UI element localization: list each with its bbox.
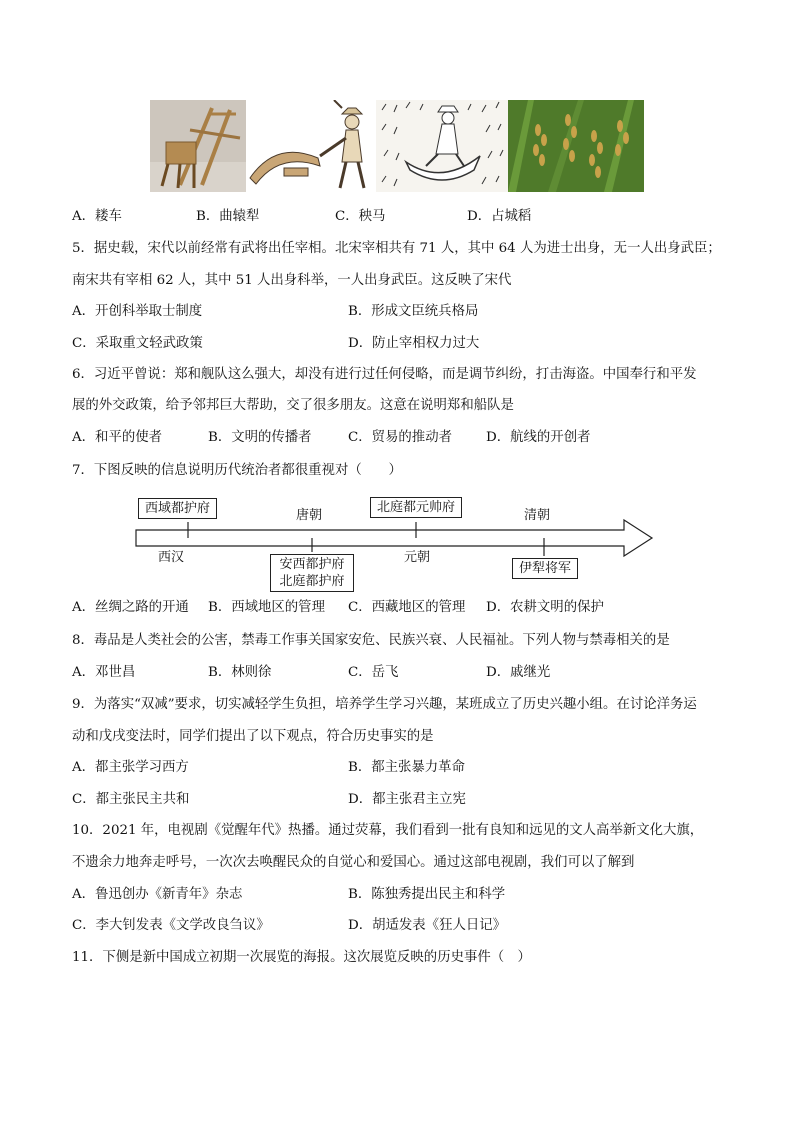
label-tang: 唐朝 bbox=[296, 508, 323, 523]
q7-option-c[interactable]: C．西藏地区的管理 bbox=[348, 600, 466, 615]
q4-option-b[interactable]: B．曲辕犁 bbox=[196, 209, 260, 224]
q7-option-b[interactable]: B．西域地区的管理 bbox=[208, 600, 325, 615]
box-anxi-duhufu-label: 安西都护府 bbox=[279, 557, 345, 572]
q6-option-d[interactable]: D．航线的开创者 bbox=[486, 430, 591, 445]
q8-option-b[interactable]: B．林则徐 bbox=[208, 665, 272, 680]
q10-stem-line1: 10．2021 年，电视剧《觉醒年代》热播。通过荧幕，我们看到一批有良知和远见的文人高举新文化大旗， bbox=[72, 823, 704, 838]
q7-timeline-diagram bbox=[132, 492, 656, 592]
q10-option-d[interactable]: D．胡适发表《狂人日记》 bbox=[348, 918, 507, 933]
q6-option-c[interactable]: C．贸易的推动者 bbox=[348, 430, 452, 445]
q9-option-c[interactable]: C．都主张民主共和 bbox=[72, 792, 190, 807]
q8-option-d[interactable]: D．戚继光 bbox=[486, 665, 551, 680]
champa-rice-photo bbox=[508, 100, 644, 192]
q5-option-c[interactable]: C．采取重文轻武政策 bbox=[72, 336, 203, 351]
q6-option-a[interactable]: A．和平的使者 bbox=[72, 430, 163, 445]
q9-stem-line2: 动和戊戌变法时，同学们提出了以下观点，符合历史事实的是 bbox=[72, 729, 434, 744]
label-qing: 清朝 bbox=[524, 508, 551, 523]
rice-transplanter-boat-drawing bbox=[376, 100, 508, 192]
q7-option-d[interactable]: D．农耕文明的保护 bbox=[486, 600, 604, 615]
q5-option-a[interactable]: A．开创科举取士制度 bbox=[72, 304, 203, 319]
louche-seeder-photo bbox=[150, 100, 246, 192]
q4-option-d[interactable]: D．占城稻 bbox=[467, 209, 532, 224]
q6-stem-line1: 6．习近平曾说：郑和舰队这么强大，却没有进行过任何侵略，而是调节纠纷，打击海盗。中国奉行和平发 bbox=[72, 367, 697, 382]
q9-option-d[interactable]: D．都主张君主立宪 bbox=[348, 792, 466, 807]
box-beiting-duyuanshuaifu: 北庭都元帅府 bbox=[370, 497, 462, 518]
box-anxi-beiting-duhufu bbox=[270, 554, 354, 592]
q7-option-a[interactable]: A．丝绸之路的开通 bbox=[72, 600, 189, 615]
q5-option-b[interactable]: B．形成文臣统兵格局 bbox=[348, 304, 479, 319]
q4-option-c[interactable]: C．秧马 bbox=[335, 209, 386, 224]
q9-option-a[interactable]: A．都主张学习西方 bbox=[72, 760, 189, 775]
question-4-images bbox=[150, 100, 644, 192]
q4-option-a[interactable]: A．耧车 bbox=[72, 209, 122, 224]
box-yili-jiangjun: 伊犁将军 bbox=[512, 558, 578, 579]
label-western-han: 西汉 bbox=[158, 550, 185, 565]
q6-stem-line2: 展的外交政策，给予邻邦巨大帮助，交了很多朋友。这意在说明郑和船队是 bbox=[72, 398, 514, 413]
q10-stem-line2: 不遗余力地奔走呼号，一次次去唤醒民众的自觉心和爱国心。通过这部电视剧，我们可以了解到 bbox=[72, 855, 635, 870]
q8-option-a[interactable]: A．邓世昌 bbox=[72, 665, 136, 680]
curved-plow-drawing bbox=[246, 100, 376, 192]
q5-stem-line1: 5．据史载，宋代以前经常有武将出任宰相。北宋宰相共有 71 人，其中 64 人为进士出身，无一人出身武臣； bbox=[72, 241, 721, 256]
q8-option-c[interactable]: C．岳飞 bbox=[348, 665, 399, 680]
q10-option-a[interactable]: A．鲁迅创办《新青年》杂志 bbox=[72, 887, 243, 902]
q5-option-d[interactable]: D．防止宰相权力过大 bbox=[348, 336, 480, 351]
box-beiting-duhufu-label: 北庭都护府 bbox=[279, 574, 345, 589]
q7-stem: 7．下图反映的信息说明历代统治者都很重视对（ ） bbox=[72, 463, 402, 478]
q10-option-b[interactable]: B．陈独秀提出民主和科学 bbox=[348, 887, 506, 902]
q6-option-b[interactable]: B．文明的传播者 bbox=[208, 430, 312, 445]
q9-option-b[interactable]: B．都主张暴力革命 bbox=[348, 760, 465, 775]
box-xiyu-duhufu: 西域都护府 bbox=[138, 498, 217, 519]
q11-stem: 11．下侧是新中国成立初期一次展览的海报。这次展览反映的历史事件（ ） bbox=[72, 950, 531, 965]
q5-stem-line2: 南宋共有宰相 62 人，其中 51 人出身科举，一人出身武臣。这反映了宋代 bbox=[72, 273, 512, 288]
q9-stem-line1: 9．为落实“双减”要求，切实减轻学生负担，培养学生学习兴趣，某班成立了历史兴趣小组。在讨论洋务运 bbox=[72, 697, 697, 712]
q10-option-c[interactable]: C．李大钊发表《文学改良刍议》 bbox=[72, 918, 270, 933]
q8-stem: 8．毒品是人类社会的公害，禁毒工作事关国家安危、民族兴衰、人民福祉。下列人物与禁毒相关的是 bbox=[72, 633, 670, 648]
label-yuan: 元朝 bbox=[404, 550, 431, 565]
